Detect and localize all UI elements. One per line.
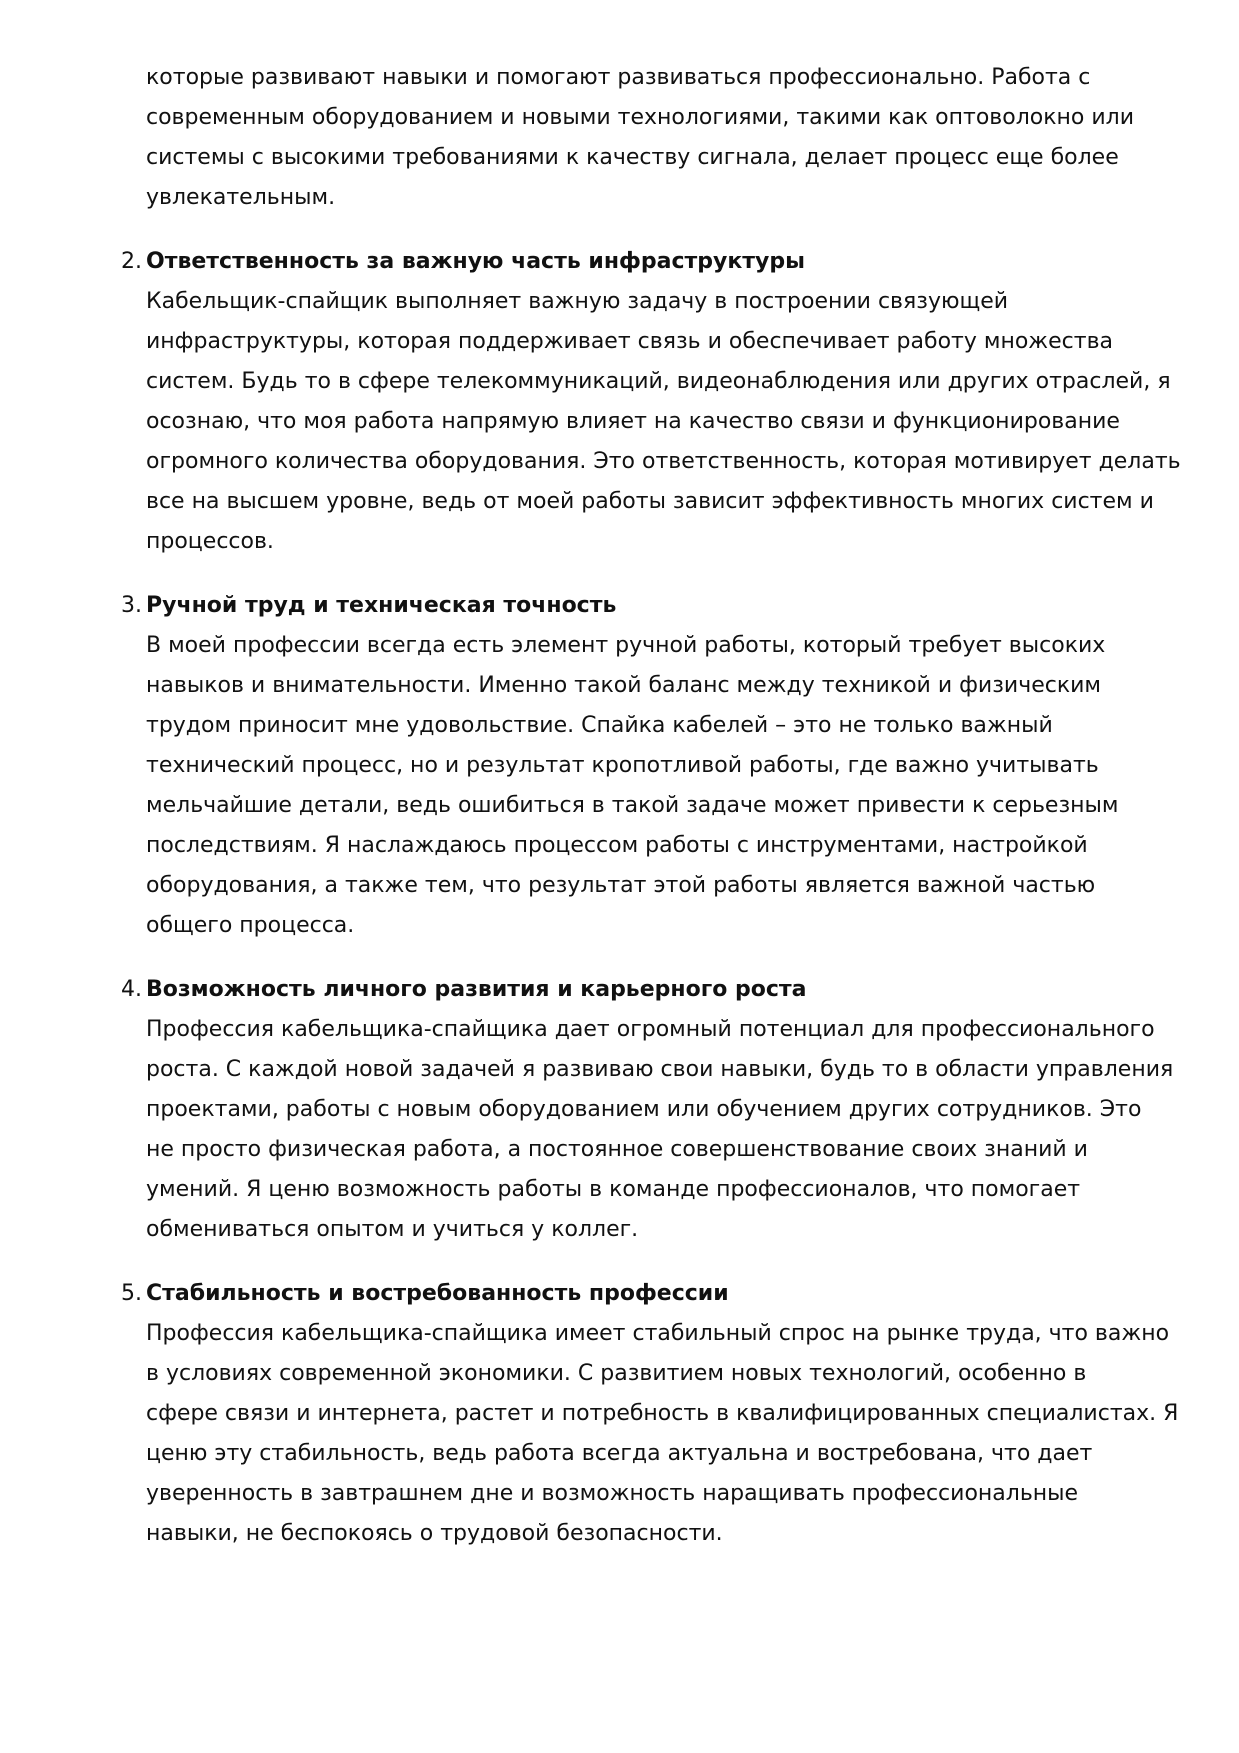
intro-line: современным оборудованием и новыми технологиями, такими как оптоволокно или (146, 105, 1135, 130)
list-item-line: уверенность в завтрашнем дне и возможность наращивать профессиональные (146, 1481, 1079, 1506)
list-item-line: ценю эту стабильность, ведь работа всегда актуальна и востребована, что дает (146, 1441, 1093, 1466)
list-item-line: Профессия кабельщика-спайщика имеет стабильный спрос на рынке труда, что важно (146, 1321, 1170, 1346)
list-item-heading: Ответственность за важную часть инфраструктуры (146, 249, 805, 274)
list-number: 3. (121, 593, 142, 618)
intro-paragraph (146, 58, 1166, 218)
list-item-heading: Ручной труд и техническая точность (146, 593, 617, 618)
list-item-line: систем. Будь то в сфере телекоммуникаций, видеонаблюдения или других отраслей, я (146, 369, 1171, 394)
list-item-line: технический процесс, но и результат кропотливой работы, где важно учитывать (146, 753, 1099, 778)
list-number: 2. (121, 249, 142, 274)
list-item-heading: Стабильность и востребованность профессии (146, 1281, 729, 1306)
list-item-line: Кабельщик-спайщик выполняет важную задачу в построении связующей (146, 289, 1009, 314)
list-number: 4. (121, 977, 142, 1002)
list-item-line: навыков и внимательности. Именно такой баланс между техникой и физическим (146, 673, 1102, 698)
list-item-line: все на высшем уровне, ведь от моей работы зависит эффективность многих систем и (146, 489, 1154, 514)
list-item-line: осознаю, что моя работа напрямую влияет на качество связи и функционирование (146, 409, 1120, 434)
list-item-5 (121, 1274, 1179, 1554)
list-item-line: обмениваться опытом и учиться у коллег. (146, 1217, 639, 1242)
list-item-4 (121, 970, 1174, 1250)
list-item-line: не просто физическая работа, а постоянное совершенствование своих знаний и (146, 1137, 1088, 1162)
list-item-line: процессов. (146, 529, 274, 554)
list-item-line: в условиях современной экономики. С развитием новых технологий, особенно в (146, 1361, 1087, 1386)
list-item-line: мельчайшие детали, ведь ошибиться в такой задаче может привести к серьезным (146, 793, 1119, 818)
list-item-line: огромного количества оборудования. Это ответственность, которая мотивирует делать (146, 449, 1181, 474)
list-item-line: общего процесса. (146, 913, 355, 938)
list-item-line: В моей профессии всегда есть элемент ручной работы, который требует высоких (146, 633, 1106, 658)
list-number: 5. (121, 1281, 142, 1306)
list-item-line: проектами, работы с новым оборудованием или обучением других сотрудников. Это (146, 1097, 1142, 1122)
document-content (121, 58, 1181, 1554)
list-item-line: трудом приносит мне удовольствие. Спайка кабелей – это не только важный (146, 713, 1053, 738)
list-item-line: инфраструктуры, которая поддерживает связь и обеспечивает работу множества (146, 329, 1114, 354)
list-item-line: оборудования, а также тем, что результат этой работы является важной частью (146, 873, 1096, 898)
intro-line: системы с высокими требованиями к качеству сигнала, делает процесс еще более (146, 145, 1119, 170)
list-item-heading: Возможность личного развития и карьерного роста (146, 977, 807, 1002)
list-item-3 (121, 586, 1166, 946)
intro-line: увлекательным. (146, 185, 336, 210)
list-item-line: сфере связи и интернета, растет и потребность в квалифицированных специалистах. Я (146, 1401, 1179, 1426)
list-item-line: роста. С каждой новой задачей я развиваю свои навыки, будь то в области управления (146, 1057, 1174, 1082)
intro-line: которые развивают навыки и помогают развиваться профессионально. Работа с (146, 65, 1091, 90)
list-item-line: навыки, не беспокоясь о трудовой безопасности. (146, 1521, 723, 1546)
list-item-line: последствиям. Я наслаждаюсь процессом работы с инструментами, настройкой (146, 833, 1088, 858)
list-item-line: Профессия кабельщика-спайщика дает огромный потенциал для профессионального (146, 1017, 1155, 1042)
list-item-2 (121, 242, 1181, 562)
list-item-line: умений. Я ценю возможность работы в команде профессионалов, что помогает (146, 1177, 1081, 1202)
